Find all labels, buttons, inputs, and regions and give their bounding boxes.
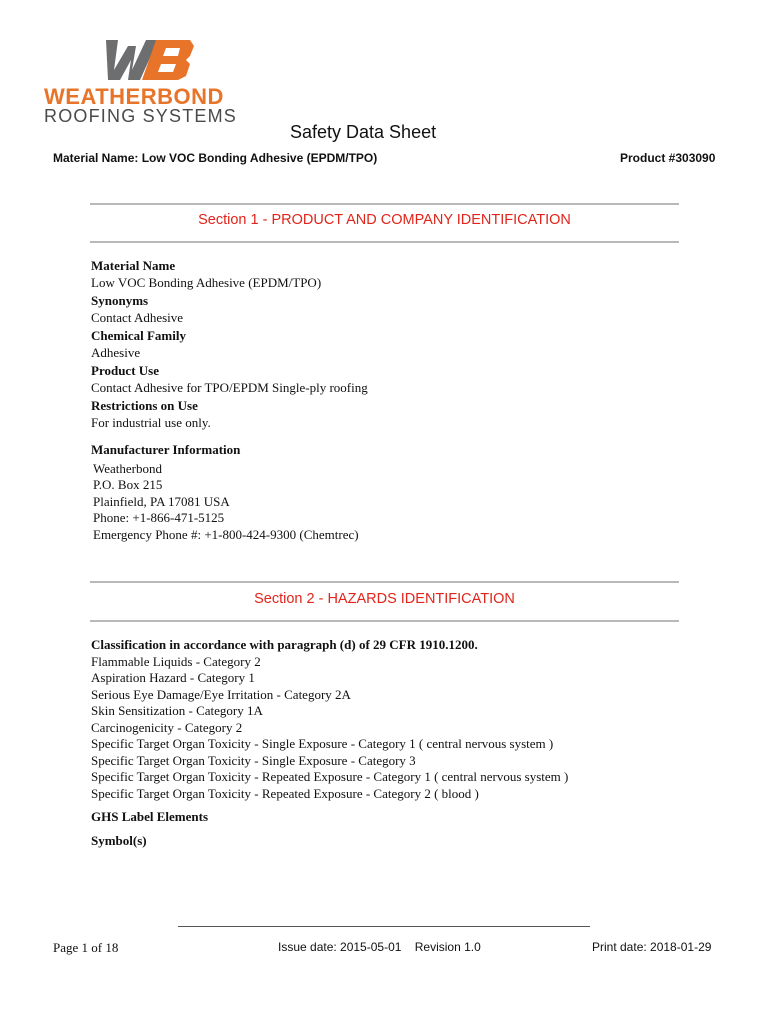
manufacturer-line: Weatherbond [93,460,162,476]
field-value: Contact Adhesive [91,309,184,325]
section1-title: Section 1 - PRODUCT AND COMPANY IDENTIFICATION [198,212,571,228]
manufacturer-line: Plainfield, PA 17081 USA [93,493,230,509]
weatherbond-logo-mark [44,36,244,86]
logo-tagline: ROOFING SYSTEMS [44,106,238,126]
section1-bottom-rule [90,241,679,243]
classification-label: Classification in accordance with paragraph (d) of 29 CFR 1910.1200. [91,637,478,652]
classification-item: Specific Target Organ Toxicity - Single Exposure - Category 1 ( central nervous system ) [91,736,554,751]
manufacturer-line: Emergency Phone #: +1-800-424-9300 (Chemtrec) [93,526,359,542]
field-label: Product Use [91,363,160,378]
field-label: Synonyms [91,293,149,308]
material-name-header: Material Name: Low VOC Bonding Adhesive (EPDM/TPO) [53,151,378,165]
symbols-label: Symbol(s) [91,833,147,848]
manufacturer-line: Phone: +1-866-471-5125 [93,510,225,525]
product-number: Product #303090 [620,151,716,165]
classification-item: Specific Target Organ Toxicity - Single Exposure - Category 3 [91,752,416,768]
field-label: Chemical Family [91,328,186,343]
manufacturer-info [91,442,359,543]
section2-top-rule [90,581,679,583]
classification-item: Specific Target Organ Toxicity - Repeated Exposure - Category 1 ( central nervous system ) [91,769,569,784]
ghs-label-elements: GHS Label Elements [91,809,209,824]
issue-date: Issue date: 2015-05-01 Revision 1.0 [278,940,481,954]
section1-top-rule [90,203,679,205]
print-date: Print date: 2018-01-29 [592,940,712,954]
logo-brand-name: WEATHERBOND [44,84,224,109]
company-logo [44,36,244,126]
field-value: Contact Adhesive for TPO/EPDM Single-ply roofing [91,379,368,395]
field-label: Restrictions on Use [91,398,198,413]
manufacturer-label: Manufacturer Information [91,442,241,457]
page-number: Page 1 of 18 [53,940,119,955]
footer-rule [178,926,590,927]
classification-item: Serious Eye Damage/Eye Irritation - Category 2A [91,686,351,702]
field-value: Adhesive [91,344,141,360]
section2-title: Section 2 - HAZARDS IDENTIFICATION [254,591,515,607]
classification-item: Specific Target Organ Toxicity - Repeated Exposure - Category 2 ( blood ) [91,785,479,801]
document-title: Safety Data Sheet [290,122,437,142]
hazard-classifications [91,637,568,802]
section1-fields [91,258,368,431]
manufacturer-line: P.O. Box 215 [93,477,163,492]
classification-item: Carcinogenicity - Category 2 [91,719,243,735]
classification-item: Aspiration Hazard - Category 1 [91,670,255,685]
classification-item: Skin Sensitization - Category 1A [91,703,263,718]
field-label: Material Name [91,258,176,273]
field-value: For industrial use only. [91,414,211,430]
field-value: Low VOC Bonding Adhesive (EPDM/TPO) [91,274,322,290]
classification-item: Flammable Liquids - Category 2 [91,653,261,669]
section2-bottom-rule [90,620,679,622]
